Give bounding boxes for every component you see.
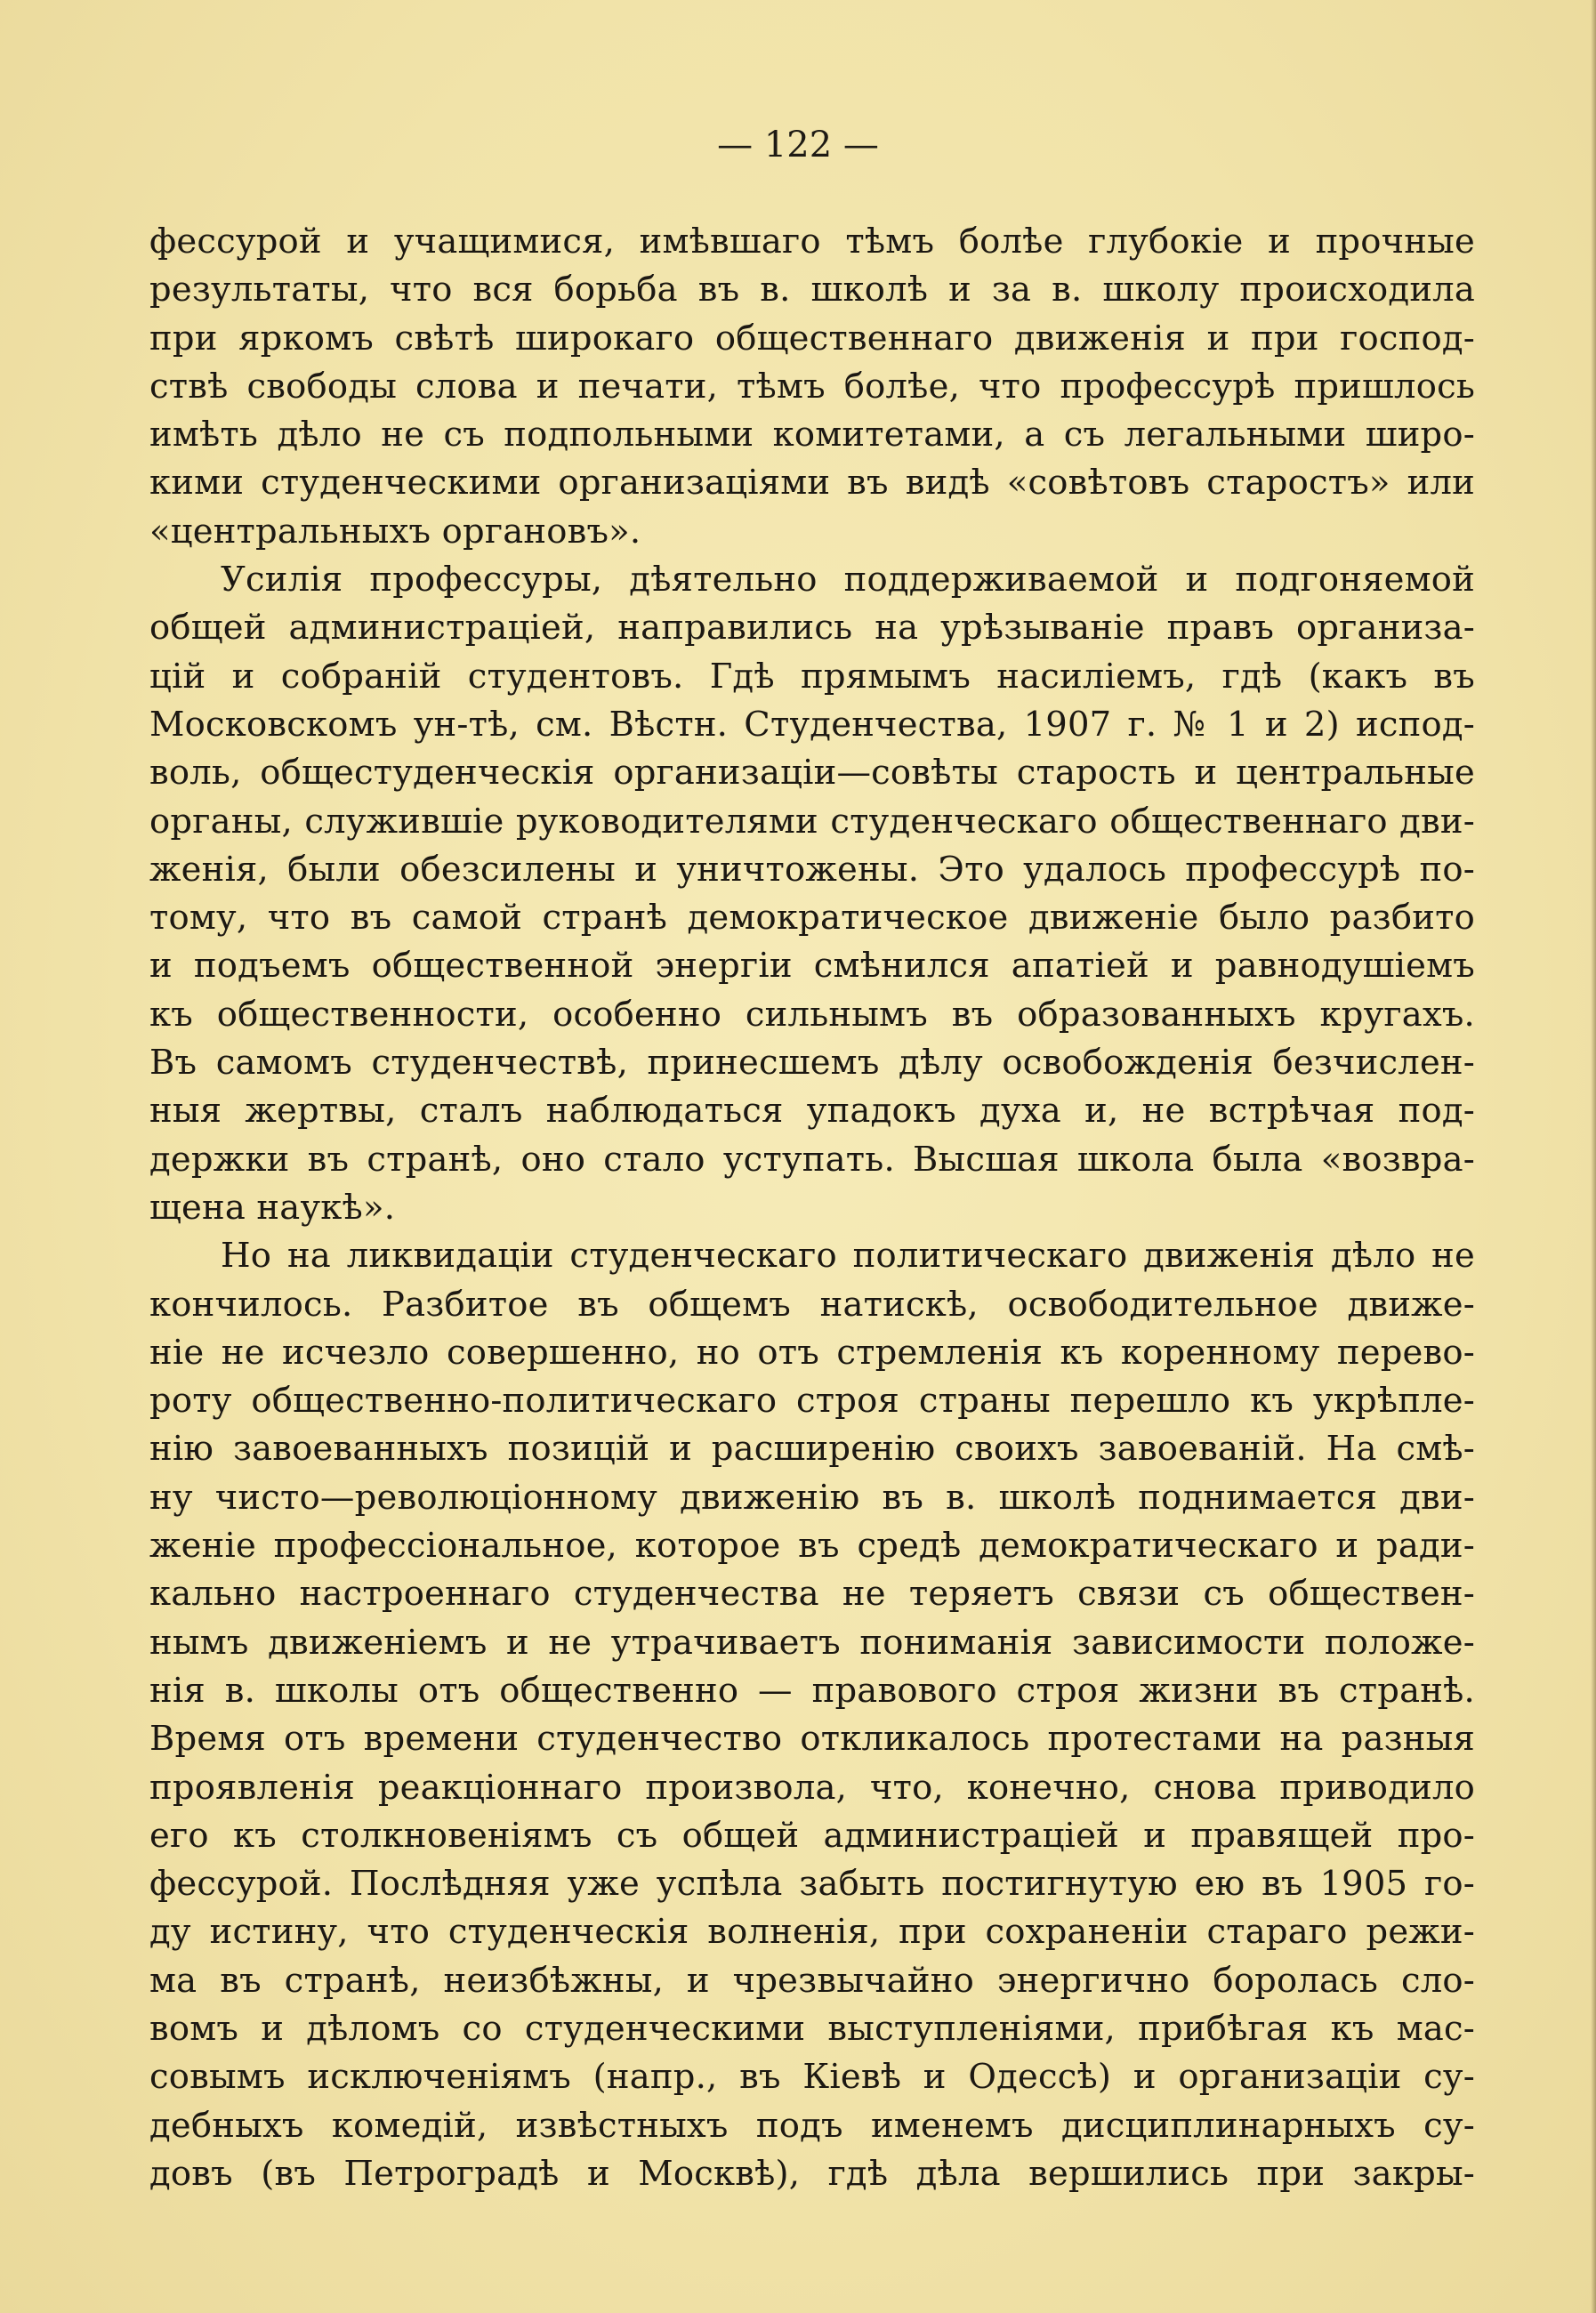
text-line: щена наукѣ».	[149, 1187, 396, 1228]
text-line: держки въ странѣ, оно стало уступать. Высшая школа была «возвра-	[149, 1139, 1475, 1180]
text-line: нія в. школы отъ общественно — правового строя жизни въ странѣ.	[149, 1670, 1475, 1711]
text-line: результаты, что вся борьба въ в. школѣ и за в. школу происходила	[149, 270, 1475, 310]
text-line: его къ столкновеніямъ съ общей администраціей и правящей про-	[149, 1815, 1475, 1856]
text-line: Усилія профессуры, дѣятельно поддерживаемой и подгоняемой	[221, 560, 1475, 600]
text-line: дебныхъ комедій, извѣстныхъ подъ именемъ дисциплинарныхъ су-	[149, 2105, 1475, 2146]
text-line: воль, общестуденческія организаціи—совѣты староcть и центральные	[149, 753, 1475, 794]
text-line: и подъемъ общественной энергіи смѣнился апатіей и равнодушіемъ	[149, 946, 1475, 987]
text-line: «центральныхъ органовъ».	[149, 511, 641, 552]
text-line: проявленія реакціоннаго произвола, что, конечно, снова приводило	[149, 1767, 1475, 1808]
text-line: ніе не исчезло совершенно, но отъ стремленія къ коренному перево-	[149, 1332, 1475, 1373]
text-line: Въ самомъ студенчествѣ, принесшемъ дѣлу освобожденія безчислен-	[149, 1043, 1475, 1084]
text-line: Московскомъ ун-тѣ, см. Вѣстн. Студенчества, 1907 г. № 1 и 2) испод-	[149, 704, 1475, 745]
text-line: кально настроеннаго студенчества не теряетъ связи съ обществен-	[149, 1574, 1475, 1615]
page-edge-shadow	[1591, 0, 1596, 2313]
page-number: — 122 —	[717, 125, 879, 165]
text-line: при яркомъ свѣтѣ широкаго общественнаго движенія и при господ-	[149, 318, 1475, 359]
text-line: ну чисто—революціонному движенію въ в. школѣ поднимается дви-	[149, 1477, 1475, 1518]
text-line: ствѣ свободы слова и печати, тѣмъ болѣе, что профессурѣ пришлось	[149, 366, 1475, 407]
text-line: кими студенческими организаціями въ видѣ «совѣтовъ старостъ» или	[149, 463, 1475, 504]
text-line: имѣть дѣло не съ подпольными комитетами, а съ легальными широ-	[149, 415, 1475, 455]
text-line: фессурой. Послѣдняя уже успѣла забыть постигнутую ею въ 1905 го-	[149, 1864, 1475, 1905]
text-line: тому, что въ самой странѣ демократическое движеніе было разбито	[149, 898, 1475, 939]
text-line: женіе профессіональное, которое въ средѣ демократическаго и ради-	[149, 1526, 1475, 1567]
text-line: фессурой и учащимися, имѣвшаго тѣмъ болѣе глубокіе и прочные	[149, 222, 1475, 262]
text-line: ныя жертвы, сталъ наблюдаться упадокъ духа и, не встрѣчая под-	[149, 1091, 1475, 1132]
text-line: Но на ликвидаціи студенческаго политическаго движенія дѣло не	[221, 1236, 1475, 1277]
text-line: довъ (въ Петроградѣ и Москвѣ), гдѣ дѣла вершились при закры-	[149, 2153, 1475, 2194]
text-line: общей администраціей, направились на урѣзываніе правъ организа-	[149, 608, 1475, 649]
text-line: цій и собраній студентовъ. Гдѣ прямымъ насиліемъ, гдѣ (какъ въ	[149, 656, 1475, 697]
text-line: ду истину, что студенческія волненія, при сохраненіи стараго режи-	[149, 1912, 1475, 1953]
text-line: къ общественности, особенно сильнымъ въ образованныхъ кругахъ.	[149, 994, 1475, 1035]
text-line: ма въ странѣ, неизбѣжны, и чрезвычайно энергично боролась сло-	[149, 1960, 1475, 2001]
text-line: нымъ движеніемъ и не утрачиваетъ пониманія зависимости положе-	[149, 1622, 1475, 1663]
body-text	[149, 218, 1475, 2198]
text-line: органы, служившіе руководителями студенческаго общественнаго дви-	[149, 801, 1475, 842]
text-line: кончилось. Разбитое въ общемъ натискѣ, освободительное движе-	[149, 1284, 1475, 1325]
text-line: вомъ и дѣломъ со студенческими выступленіями, прибѣгая къ мас-	[149, 2008, 1475, 2049]
text-line: совымъ исключеніямъ (напр., въ Кіевѣ и Одессѣ) и организаціи су-	[149, 2057, 1475, 2098]
text-line: женія, были обезсилены и уничтожены. Это удалось профессурѣ по-	[149, 849, 1475, 890]
text-line: роту общественно-политическаго строя страны перешло къ укрѣпле-	[149, 1381, 1475, 1422]
text-line: нію завоеванныхъ позицій и расширенію своихъ завоеваній. На смѣ-	[149, 1429, 1475, 1470]
text-line: Время отъ времени студенчество откликалось протестами на разныя	[149, 1719, 1475, 1760]
